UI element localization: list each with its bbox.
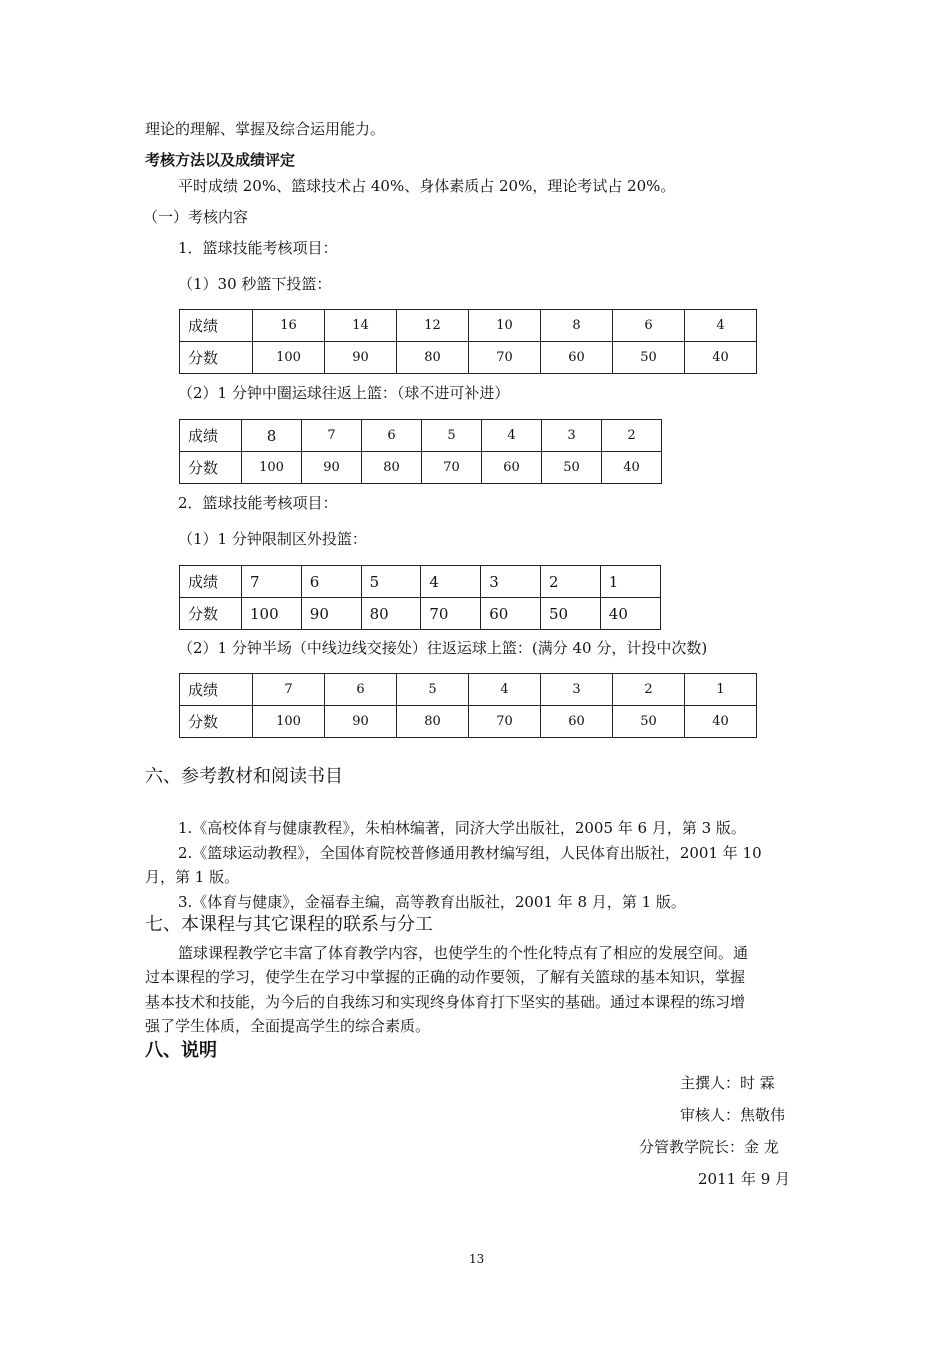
table4-caption: （2）1 分钟半场（中线边线交接处）往返运球上篮：(满分 40 分，计投中次数) [178, 639, 708, 657]
table-cell: 16 [253, 310, 325, 342]
table-cell: 50 [613, 706, 685, 738]
table-cell: 40 [602, 452, 662, 484]
table-row [180, 452, 662, 484]
assessment-item1: 1．篮球技能考核项目： [178, 239, 338, 257]
table-cell: 70 [421, 598, 481, 630]
table-cell: 6 [613, 310, 685, 342]
table-cell: 90 [325, 706, 397, 738]
section6-heading: 六、参考教材和阅读书目 [145, 766, 343, 787]
table-cell: 4 [685, 310, 757, 342]
assessment-weights: 平时成绩 20%、篮球技术占 40%、身体素质占 20%，理论考试占 20%。 [178, 177, 676, 195]
table-row-label: 分数 [180, 342, 253, 374]
section8-heading: 八、说明 [145, 1040, 217, 1061]
author-line: 主撰人：时 霖 [680, 1074, 775, 1092]
assessment-item2: 2．篮球技能考核项目： [178, 494, 338, 512]
reviewer-line: 审核人：焦敬伟 [680, 1106, 786, 1124]
table-cell: 50 [540, 598, 600, 630]
table-row-label: 分数 [180, 706, 253, 738]
table-row [180, 310, 757, 342]
score-table-4 [179, 673, 757, 738]
reference-1: 1.《高校体育与健康教程》，朱柏林编著，同济大学出版社，2005 年 6 月，第 3 版。 [178, 819, 746, 837]
table-cell: 6 [325, 674, 397, 706]
table1-caption: （1）30 秒篮下投篮： [178, 275, 332, 293]
table-row [180, 342, 757, 374]
assessment-sub1: （一）考核内容 [143, 208, 249, 226]
table-cell: 6 [362, 420, 422, 452]
section7-line2: 过本课程的学习，使学生在学习中掌握的正确的动作要领，了解有关篮球的基本知识，掌握 [145, 968, 746, 986]
table-cell: 70 [422, 452, 482, 484]
table-cell: 1 [685, 674, 757, 706]
table-cell: 90 [325, 342, 397, 374]
table-cell: 40 [600, 598, 660, 630]
table-cell: 60 [481, 598, 541, 630]
table-cell: 5 [397, 674, 469, 706]
table-cell: 4 [469, 674, 541, 706]
table-cell: 80 [361, 598, 421, 630]
table-cell: 5 [422, 420, 482, 452]
score-table-2 [179, 419, 662, 484]
table-cell: 4 [421, 566, 481, 598]
table3-caption: （1）1 分钟限制区外投篮： [178, 530, 367, 548]
table-row-label: 成绩 [180, 674, 253, 706]
table-cell: 6 [301, 566, 361, 598]
table-cell: 1 [600, 566, 660, 598]
table-cell: 5 [361, 566, 421, 598]
table-cell: 40 [685, 342, 757, 374]
table-cell: 80 [362, 452, 422, 484]
table-cell: 60 [541, 706, 613, 738]
table-cell: 7 [253, 674, 325, 706]
table-cell: 3 [541, 674, 613, 706]
assessment-heading: 考核方法以及成绩评定 [145, 151, 296, 169]
table-cell: 8 [541, 310, 613, 342]
table-cell: 100 [242, 598, 302, 630]
table-cell: 90 [302, 452, 362, 484]
section7-line4: 强了学生体质，全面提高学生的综合素质。 [145, 1017, 431, 1035]
table-cell: 12 [397, 310, 469, 342]
table-cell: 40 [685, 706, 757, 738]
table2-caption: （2）1 分钟中圈运球往返上篮：（球不进可补进） [178, 384, 510, 402]
intro-tail-text: 理论的理解、掌握及综合运用能力。 [145, 120, 386, 138]
table-row-label: 分数 [180, 452, 242, 484]
section7-heading: 七、本课程与其它课程的联系与分工 [145, 914, 433, 935]
page-number: 13 [469, 1252, 485, 1266]
table-row [180, 706, 757, 738]
table-row-label: 成绩 [180, 420, 242, 452]
table-cell: 90 [301, 598, 361, 630]
table-cell: 100 [253, 342, 325, 374]
table-row [180, 674, 757, 706]
table-cell: 70 [469, 342, 541, 374]
table-cell: 60 [482, 452, 542, 484]
table-row-label: 分数 [180, 598, 242, 630]
table-row [180, 598, 661, 630]
table-row-label: 成绩 [180, 310, 253, 342]
table-cell: 50 [542, 452, 602, 484]
table-cell: 2 [540, 566, 600, 598]
section7-line1: 篮球课程教学它丰富了体育教学内容，也使学生的个性化特点有了相应的发展空间。通 [178, 944, 749, 962]
table-cell: 80 [397, 342, 469, 374]
table-cell: 3 [481, 566, 541, 598]
score-table-3 [179, 565, 661, 630]
table-cell: 4 [482, 420, 542, 452]
reference-2-line1: 2.《篮球运动教程》，全国体育院校普修通用教材编写组，人民体育出版社，2001 年 10 [178, 844, 762, 862]
date-line: 2011 年 9 月 [698, 1170, 791, 1188]
table-cell: 2 [613, 674, 685, 706]
dean-line: 分管教学院长：金 龙 [639, 1138, 779, 1156]
table-cell: 2 [602, 420, 662, 452]
table-cell: 60 [541, 342, 613, 374]
table-cell: 3 [542, 420, 602, 452]
table-cell: 80 [397, 706, 469, 738]
reference-2-line2: 月，第 1 版。 [145, 868, 240, 886]
table-cell: 7 [242, 566, 302, 598]
table-cell: 7 [302, 420, 362, 452]
table-row-label: 成绩 [180, 566, 242, 598]
table-cell: 8 [242, 420, 302, 452]
table-row [180, 420, 662, 452]
table-cell: 50 [613, 342, 685, 374]
score-table-1 [179, 309, 757, 374]
table-cell: 70 [469, 706, 541, 738]
section7-line3: 基本技术和技能，为今后的自我练习和实现终身体育打下坚实的基础。通过本课程的练习增 [145, 993, 746, 1011]
table-row [180, 566, 661, 598]
table-cell: 14 [325, 310, 397, 342]
table-cell: 100 [253, 706, 325, 738]
table-cell: 100 [242, 452, 302, 484]
reference-3: 3.《体育与健康》，金福春主编，高等教育出版社，2001 年 8 月，第 1 版。 [178, 893, 686, 911]
table-cell: 10 [469, 310, 541, 342]
